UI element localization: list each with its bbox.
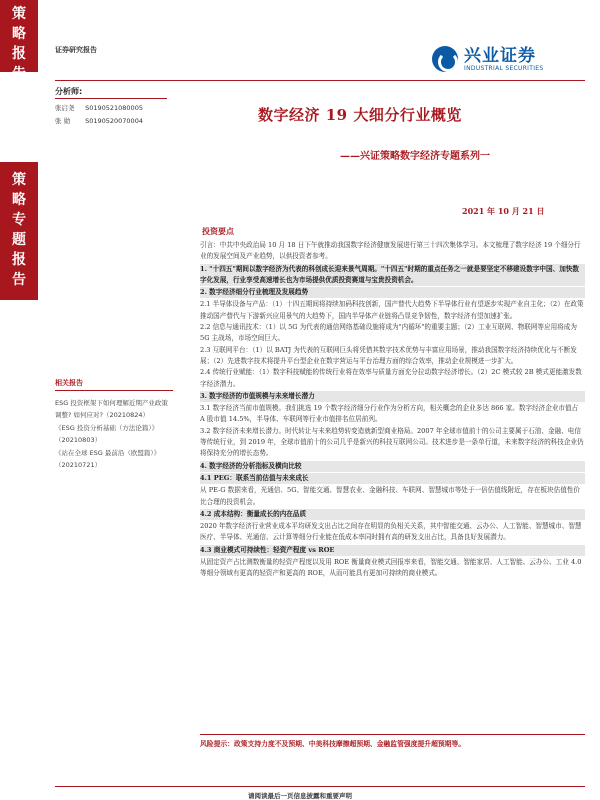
analyst-id: S0190521080005 xyxy=(85,104,143,112)
section-heading: 4.3 商业模式可持续性：轻资产程度 vs ROE xyxy=(200,545,585,556)
related-report-link[interactable]: 《ESG 投资分析基础（方法论篇）》（20210803） xyxy=(55,424,159,444)
report-subtitle: ——兴证策略数字经济专题系列一 xyxy=(340,151,490,162)
company-logo xyxy=(432,44,582,74)
report-date: 2021 年 10 月 21 日 xyxy=(462,206,545,216)
section-heading: 2. 数字经济细分行业梳理及发展趋势 xyxy=(200,287,585,298)
investment-highlights xyxy=(200,226,585,580)
report-title: 数字经济 19 大细分行业概览 xyxy=(258,106,462,124)
side-tab-char: 报 xyxy=(12,46,26,62)
body-paragraph: 2.3 互联网平台：（1）以 BATJ 为代表的互联网巨头将凭借其数字技术优势与丰富应用场景，推动我国数字经济持续优化与不断发展；（2）先进数字技术将提升平台型企业在数字营运与平台治理方面的综合效率，推动企业规模进一步扩大。 xyxy=(200,345,577,365)
body-paragraph: 3.1 数字经济当前市值规模。我们挑选 19 个数字经济细分行业作为分析方向，相关概念的企业多达 866 家。数字经济企业市值占 A 股市值 14.5%，半导体、车联网等行业市值排名位居前列。 xyxy=(200,404,579,424)
section-heading: 3. 数字经济的市值规模与未来增长潜力 xyxy=(200,391,585,402)
body-paragraph: 3.2 数字经济未来增长潜力。时代转让与未来趋势转变造就新型商业格局。2007 年全球市值前十的公司主要属于石油、金融、电信等传统行业，到 2019 年，全球市值前十的公司几乎是新兴的科技互联网公司。技术进步是一条单行道，未来数字经济的科技企业仍将保持充分的增长态势。 xyxy=(200,426,584,458)
footer-divider xyxy=(55,786,585,787)
body-paragraph: 2020 年数字经济行业营业成本平均研发支出占比之间存在明显的负相关关系，其中智能交通、云办公、人工智能、智慧城市、智慧医疗、半导体、光通信、云计算等细分行业能在低成本率同时拥有高的研发支出占比，具备良好发展潜力。 xyxy=(200,522,582,542)
analyst-name: 张 勋 xyxy=(55,117,71,125)
risk-divider xyxy=(200,734,585,735)
side-tab-char: 略 xyxy=(12,26,26,42)
body-paragraph: 2.4 传统行业赋能：（1）数字科技赋能的传统行业将在效率与质量方面充分拉动数字经济增长。（2）2C 模式较 2B 模式更能激发数字经济潜力。 xyxy=(200,368,582,388)
body-paragraph: 从固定资产占比测数衡量的轻资产程度以及用 ROE 衡量商业模式回报率来看，智能交通、智能家居、人工智能、云办公、工业 4.0 等细分领域有更高的轻资产和更高的 ROE，从而可能具有更加可持续的商业模式。 xyxy=(200,558,582,578)
body-paragraph: 2.1 半导体设备与产品：（1）十四五期间将持续加码科技创新，国产替代大趋势下半导体行业有望逐步实现产业自主化；（2）在政策推动国产替代与下游新兴应用景气的大趋势下，国内半导体产业链将凸显竞争韧性，数字经济有望加速扩张。 xyxy=(200,300,584,320)
section-heading: 4.1 PEG：联系当前估值与未来成长 xyxy=(200,473,585,484)
side-tab-char: 告 xyxy=(12,272,26,288)
side-tab-char: 告 xyxy=(12,66,26,82)
logo-english-name: INDUSTRIAL SECURITIES xyxy=(464,64,544,72)
section-heading: 4. 数字经济的分析指标及横向比较 xyxy=(200,461,585,472)
side-tab-char: 专 xyxy=(12,212,26,228)
related-report-link[interactable]: ESG 投资框架下如何理解近期产业政策调整? 如何应对?（20210824） xyxy=(55,399,168,419)
risk-warning: 风险提示：政策支持力度不及预期、中美科技摩擦超预期、金融监管强度提升超预期等。 xyxy=(200,740,466,748)
disclaimer-footer: 请阅读最后一页信息披露和重要声明 xyxy=(248,792,352,800)
section-heading: 4.2 成本结构：衡量成长的内在品质 xyxy=(200,509,585,520)
header-divider xyxy=(55,80,585,81)
analyst-entry xyxy=(55,115,167,128)
strategy-special-report-side-tab xyxy=(0,162,38,300)
investment-highlights-heading: 投资要点 xyxy=(202,226,234,236)
side-tab-char: 策 xyxy=(12,172,26,188)
analyst-name: 张启尧 xyxy=(55,104,75,112)
body-paragraph: 2.2 信息与通讯技术：（1）以 5G 为代表的通信网络基础设施将成为"内循环"的重要主题；（2）工业互联网、物联网等应用将成为 5G 主战场，市场空间巨大。 xyxy=(200,323,577,343)
related-report-link[interactable]: 《站在全球 ESG 最前沿（欧盟篇）》（20210721） xyxy=(55,449,161,469)
analyst-id: S0190520070004 xyxy=(85,117,143,125)
related-reports xyxy=(55,378,173,472)
strategy-report-side-tab xyxy=(0,0,38,82)
side-tab-char: 策 xyxy=(12,6,26,22)
logo-chinese-name: 兴业证券 xyxy=(464,45,536,66)
analyst-entry xyxy=(55,102,167,115)
side-tab-char: 略 xyxy=(12,192,26,208)
section-heading: 1. "十四五"期间以数字经济为代表的科创成长迎来景气周期。"十四五"时期的重点任务之一就是要坚定不移建设数字中国、加快数字化发展，行业享受高速增长也为市场提供优质投资赛道与宝贵投资机会。 xyxy=(200,264,585,287)
report-type-label: 证券研究报告 xyxy=(55,46,97,54)
side-tab-char: 题 xyxy=(12,232,26,248)
analyst-block xyxy=(55,86,167,128)
related-reports-heading: 相关报告 xyxy=(55,378,173,391)
analyst-heading: 分析师: xyxy=(55,86,167,99)
logo-icon xyxy=(432,46,458,72)
side-tab-char: 报 xyxy=(12,252,26,268)
body-paragraph: 从 PE-G 数据来看，光通信、5G、智能交通、智慧农业、金融科技、车联网、智慧城市等处于一倍估值线附近，存在板块估值性价比合理的投资机会。 xyxy=(200,486,580,506)
body-paragraph: 引言：中共中央政治局 10 月 18 日下午就推动我国数字经济健康发展进行第三十四次集体学习。本文梳理了数字经济 19 个细分行业的发展空间及产业趋势，以供投资者参考。 xyxy=(200,241,581,261)
